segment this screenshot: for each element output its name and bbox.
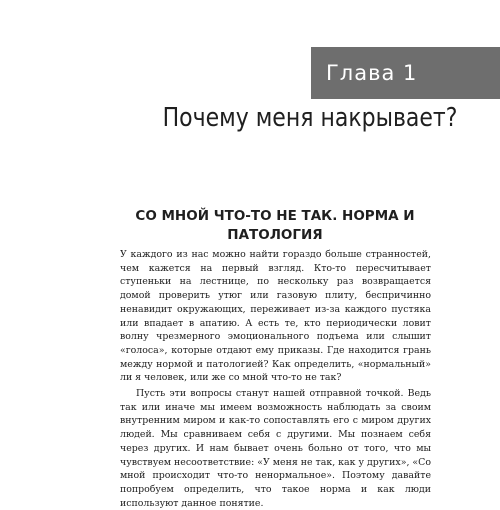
section-heading: СО МНОЙ ЧТО-ТО НЕ ТАК. НОРМА И ПАТОЛОГИЯ	[135, 208, 415, 243]
paragraph: У каждого из нас можно найти гораздо больше странностей, чем кажется на первый взгляд. Кто-то пересчитывает ступеньки на лестнице, по нескольку раз возвращается домой проверить утюг или газовую плиту, беспричинно ненавидит окружающих, переживает из-за каждого пустяка или впадает в апатию. А есть те, кто периодически ловит волну чрезмерного эмоционального подъема или слышит «голоса», которые отдают ему приказы. Где находится грань между нормой и патологией? Как определить, «нормальный» ли я человек, или же со мной что-то не так?	[120, 249, 431, 384]
chapter-label: Глава 1	[326, 61, 418, 85]
paragraph: Пусть эти вопросы станут нашей отправной точкой. Ведь так или иначе мы имеем возможность наблюдать за своим внутренним миром и как-то сопоставлять его с миром других людей. Мы сравниваем себя с другими. Мы познаем себя через других. И нам бывает очень больно от того, что мы чувствуем несоответствие: «У меня не так, как у других», «Со мной происходит что-то ненормальное». Поэтому давайте попробуем определить, что такое норма и как люди используют данное понятие.	[120, 388, 431, 509]
chapter-title: Почему меня накрывает?	[162, 103, 458, 134]
chapter-label-box	[311, 47, 500, 99]
body-text	[120, 248, 431, 510]
